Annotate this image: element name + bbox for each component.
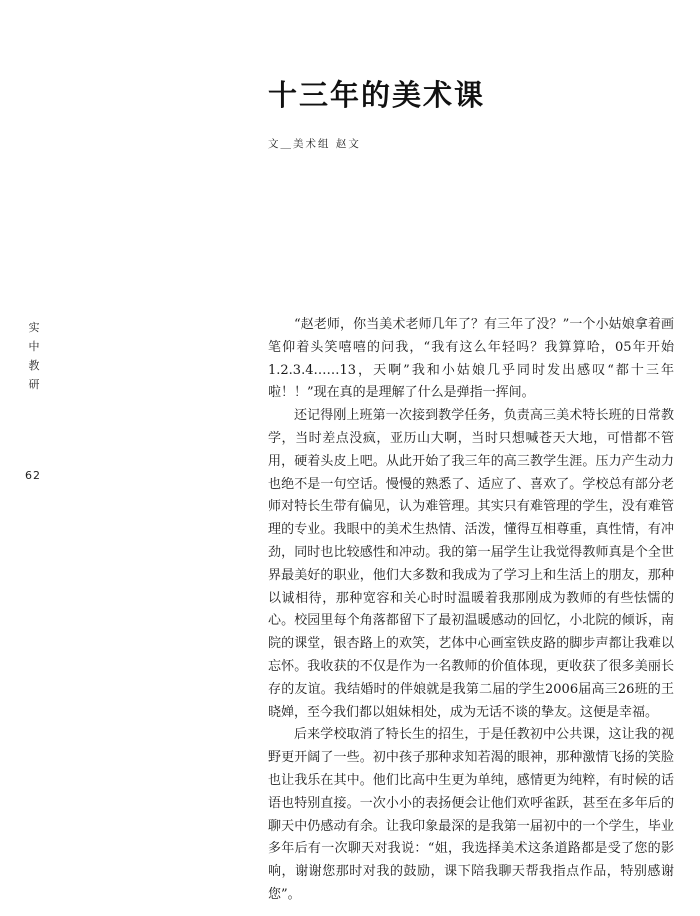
- article-byline: 文＿美术组 赵文: [268, 138, 361, 150]
- article-body: [268, 314, 674, 907]
- section-label-char: 研: [28, 378, 40, 391]
- article-title: 十三年的美术课: [268, 78, 486, 112]
- section-label-char: 教: [28, 359, 40, 372]
- article-paragraph: 后来学校取消了特长生的招生，于是任教初中公共课，这让我的视野更开阔了一些。初中孩子那种求知若渴的眼神，那种激情飞扬的笑脸也让我乐在其中。他们比高中生更为单纯，感情更为纯粹，有时候的话语也特别直接。一次小小的表扬便会让他们欢呼雀跃，甚至在多年后的聊天中仍感动有余。让我印象最深的是我第一届初中的一个学生，毕业多年后有一次聊天对我说：“姐，我选择美术这条道路都是受了您的影响，谢谢您那时对我的鼓励，课下陪我聊天帮我指点作品，特别感谢您”。: [268, 727, 674, 902]
- section-label-char: 中: [28, 340, 40, 353]
- page-number: 62: [25, 469, 41, 482]
- article-paragraph: “赵老师，你当美术老师几年了？有三年了没？”一个小姑娘拿着画笔仰着头笑嘻嘻的问我，“我有这么年轻吗？我算算哈，05年开始1.2.3.4……13，天啊”我和小姑娘几乎同时发出感叹“都十三年啦！！”现在真的是理解了什么是弹指一挥间。: [268, 317, 674, 401]
- article-paragraph: 还记得刚上班第一次接到教学任务，负责高三美术特长班的日常教学，当时差点没疯，亚历山大啊，当时只想喊苍天大地，可惜都不管用，硬着头皮上吧。从此开始了我三年的高三教学生涯。压力产生动力也绝不是一句空话。慢慢的熟悉了、适应了、喜欢了。学校总有部分老师对特长生带有偏见，认为难管理。其实只有难管理的学生，没有难管理的专业。我眼中的美术生热情、活泼，懂得互相尊重，真性情，有冲劲，同时也比较感性和冲动。我的第一届学生让我觉得教师真是个全世界最美好的职业，他们大多数和我成为了学习上和生活上的朋友，那种以诚相待，那种宽容和关心时时温暖着我那刚成为教师的有些怯懦的心。校园里每个角落都留下了最初温暖感动的回忆，小北院的倾诉，南院的课堂，银杏路上的欢笑，艺体中心画室铁皮路的脚步声都让我难以忘怀。我收获的不仅是作为一名教师的价值体现，更收获了很多美丽长存的友谊。我结婚时的伴娘就是我第二届的学生2006届高三26班的王晓婵，至今我们都以姐妹相处，成为无话不谈的挚友。这便是幸福。: [268, 408, 674, 720]
- section-label-char: 实: [28, 321, 40, 334]
- journal-section-label: [24, 318, 44, 394]
